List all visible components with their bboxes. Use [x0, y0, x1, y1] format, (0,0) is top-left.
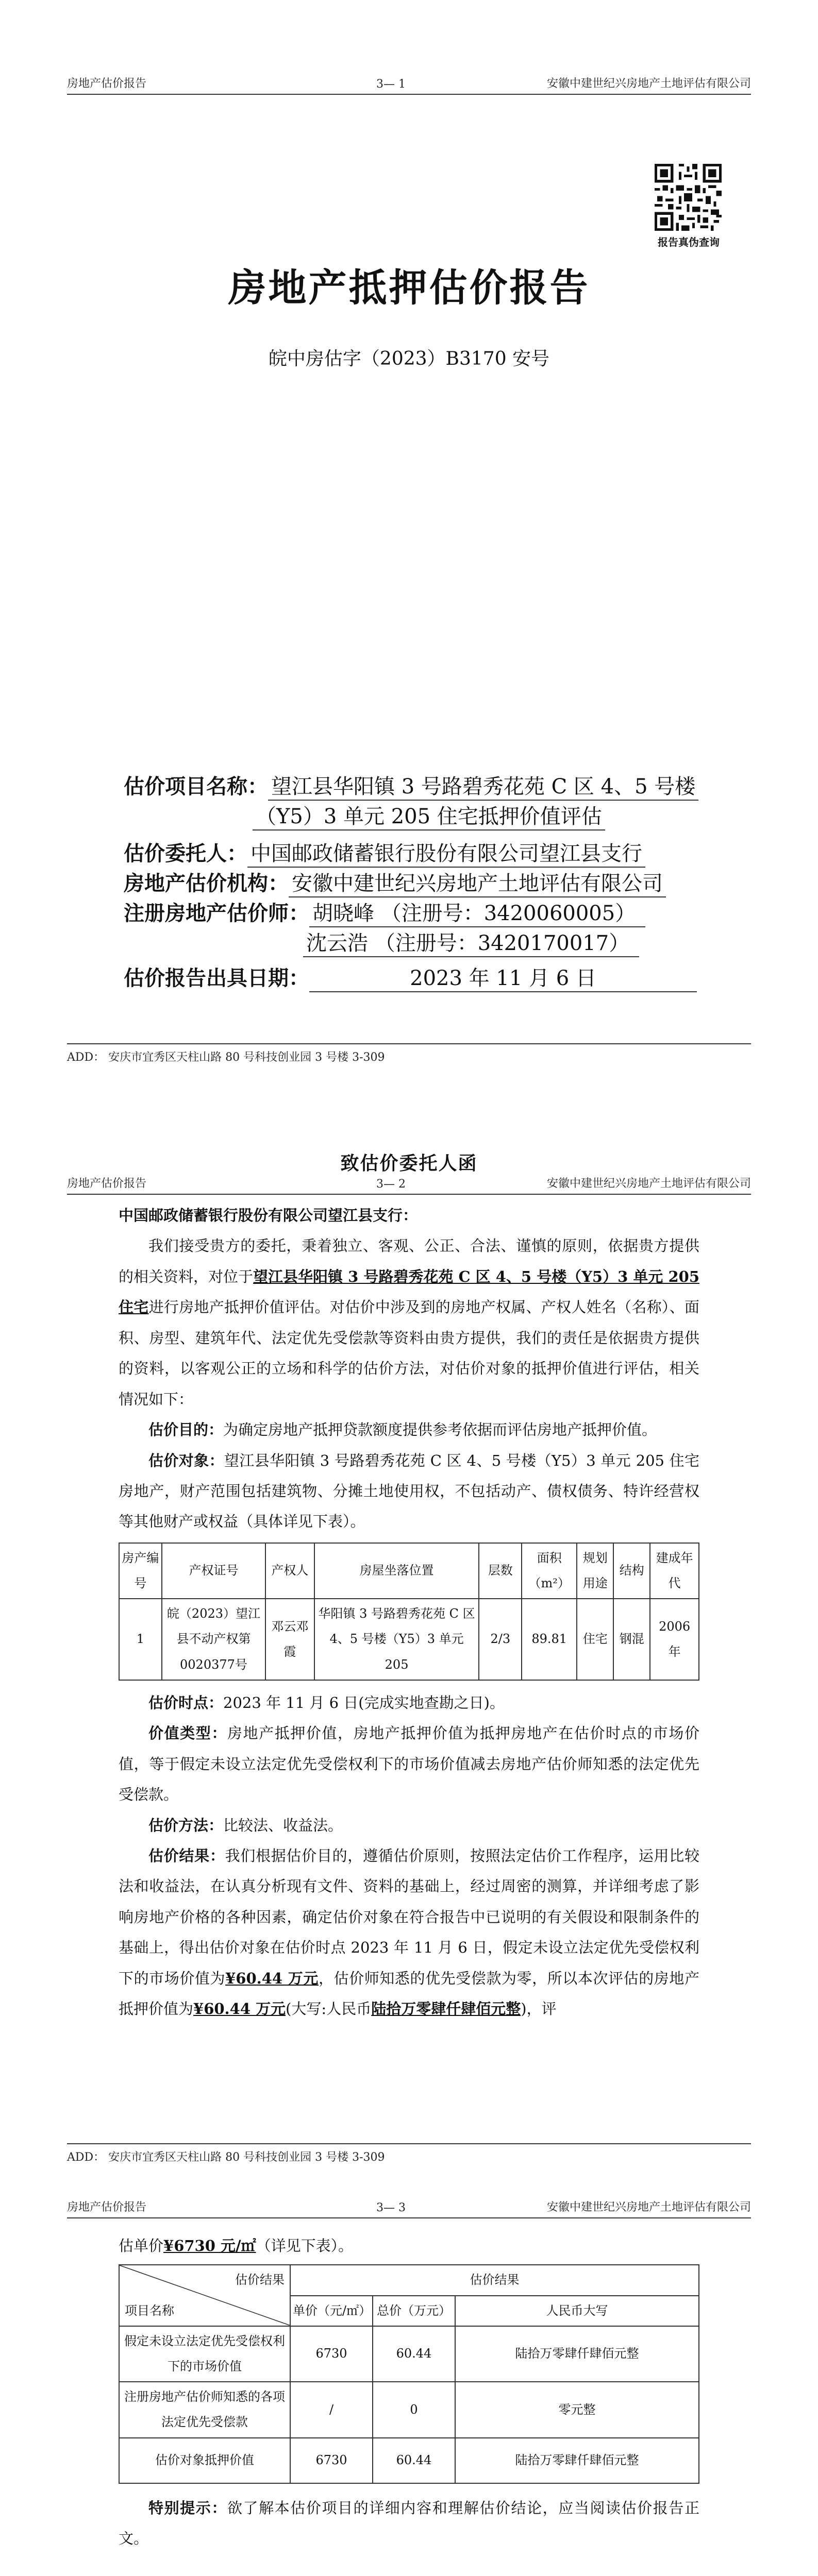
- client-label: 估价委托人：: [124, 841, 247, 866]
- cover-info: [124, 770, 705, 997]
- table-cell: /: [290, 2382, 373, 2437]
- group-header: 估价结果: [290, 2265, 699, 2295]
- header-page-number: 3— 3: [376, 2201, 406, 2214]
- appraiser-2: 沈云浩 （注册号：3420170017）: [303, 927, 639, 957]
- addressee: 中国邮政储蓄银行股份有限公司望江县支行：: [119, 1207, 418, 1224]
- header-left: 房地产估价报告: [67, 77, 147, 90]
- table-cell: 6730: [290, 2326, 373, 2382]
- letter-title: 致估价委托人函: [340, 1153, 478, 1174]
- table-cell: 6730: [290, 2438, 373, 2483]
- table-cell: 估价对象抵押价值: [119, 2438, 290, 2483]
- note-paragraph: 特别提示：欲了解本估价项目的详细内容和理解估价结论，应当阅读估价报告正文。: [119, 2499, 699, 2547]
- header-page-number: 3— 1: [376, 78, 406, 91]
- unit-price: ¥6730 元/㎡: [163, 2237, 256, 2255]
- table-cell: 住宅: [577, 1599, 613, 1680]
- diag-top-label: 估价结果: [235, 2273, 285, 2287]
- footer-address: ADD： 安庆市宜秀区天柱山路 80 号科技创业园 3 号楼 3-309: [67, 1051, 385, 1064]
- col-header: 房产编号: [119, 1543, 162, 1599]
- table-cell: 华阳镇 3 号路碧秀花苑 C 区 4、5 号楼（Y5）3 单元 205: [314, 1599, 479, 1680]
- col-header: 总价（万元）: [373, 2296, 455, 2326]
- page-results: [0, 2200, 818, 2576]
- object-paragraph: 估价对象：望江县华阳镇 3 号路碧秀花苑 C 区 4、5 号楼（Y5）3 单元 205 住宅房地产，财产范围包括建筑物、分摊土地使用权，不包括动产、债权债务、特许经营权等其他财产或权益（具体详见下表）。: [119, 1451, 699, 1531]
- col-header: 产权证号: [162, 1543, 265, 1599]
- page-cover: [0, 0, 818, 1100]
- method-paragraph: 估价方法：比较法、收益法。: [148, 1816, 343, 1834]
- table-cell: 2/3: [479, 1599, 522, 1680]
- page-footer: [67, 2143, 751, 2169]
- col-header: 层数: [479, 1543, 522, 1599]
- col-header: 面积（m²）: [522, 1543, 577, 1599]
- agency-label: 房地产估价机构：: [124, 871, 289, 895]
- header-company: 安徽中建世纪兴房地产土地评估有限公司: [546, 2201, 751, 2214]
- table-cell: 1: [119, 1599, 162, 1680]
- project-label: 估价项目名称：: [124, 774, 268, 799]
- table-row: [119, 2326, 699, 2382]
- table-cell: 零元整: [455, 2382, 699, 2437]
- qr-code-icon[interactable]: [655, 164, 722, 231]
- project-line-1: 望江县华阳镇 3 号路碧秀花苑 C 区 4、5 号楼: [268, 770, 698, 801]
- object-address: 望江县华阳镇 3 号路碧秀花苑 C 区 4、5 号楼（Y5）3 单元 205 住宅: [119, 1267, 699, 1316]
- table-cell: 钢混: [613, 1599, 650, 1680]
- market-value: ¥60.44 万元: [225, 1969, 319, 1987]
- table-cell: 0: [373, 2382, 455, 2437]
- page-header: [67, 2200, 751, 2218]
- table-cell: 陆拾万零肆仟肆佰元整: [455, 2438, 699, 2483]
- header-company: 安徽中建世纪兴房地产土地评估有限公司: [546, 1177, 751, 1190]
- page-header: [67, 1176, 751, 1195]
- mortgage-value: ¥60.44 万元: [193, 2000, 286, 2018]
- diag-bottom-label: 项目名称: [125, 2303, 174, 2318]
- appraiser-1: 胡晓峰 （注册号：3420060005）: [309, 897, 645, 927]
- value-in-words: 陆拾万零肆仟肆佰元整: [371, 2000, 521, 2018]
- qr-caption: 报告真伪查询: [658, 236, 720, 248]
- page-header: [67, 76, 751, 95]
- col-header: 房屋坐落位置: [314, 1543, 479, 1599]
- header-page-number: 3— 2: [376, 1178, 406, 1191]
- table-row: [119, 2438, 699, 2483]
- table-cell: 假定未设立法定优先受偿权利下的市场价值: [119, 2326, 290, 2382]
- intro-paragraph: 我们接受贵方的委托，秉着独立、客观、公正、合法、谨慎的原则，依据贵方提供的相关资料，对位于望江县华阳镇 3 号路碧秀花苑 C 区 4、5 号楼（Y5）3 单元 205 住宅进行房地产抵押价值评估。对估价中涉及到的房地产权属、产权人姓名（名称）、面积、房型、建筑年代、法定优先受偿款等资料由贵方提供，我们的责任是依据贵方提供的资料，以客观公正的立场和科学的估价方法，对估价对象的抵押价值进行评估，相关情况如下：: [119, 1237, 699, 1408]
- page-footer: [67, 1043, 751, 1069]
- diagonal-line: [120, 2265, 290, 2325]
- header-company: 安徽中建世纪兴房地产土地评估有限公司: [546, 77, 751, 90]
- table-cell: 89.81: [522, 1599, 577, 1680]
- table-cell: 注册房地产估价师知悉的各项法定优先受偿款: [119, 2382, 290, 2437]
- results-body: [119, 2231, 699, 2554]
- purpose-paragraph: 估价目的：为确定房地产抵押贷款额度提供参考依据而评估房地产抵押价值。: [148, 1421, 657, 1439]
- date-label: 估价报告出具日期：: [124, 966, 309, 990]
- project-line-2: （Y5）3 单元 205 住宅抵押价值评估: [253, 800, 605, 831]
- report-title: 房地产抵押估价报告: [228, 266, 590, 310]
- header-left: 房地产估价报告: [67, 2201, 147, 2214]
- table-cell: 2006 年: [650, 1599, 699, 1680]
- table-cell: 60.44: [373, 2438, 455, 2483]
- col-header: 人民币大写: [455, 2296, 699, 2326]
- table-row: [119, 2382, 699, 2437]
- type-paragraph: 价值类型：房地产抵押价值，房地产抵押价值为抵押房地产在估价时点的市场价值，等于假定未设立法定优先受偿权利下的市场价值减去房地产估价师知悉的法定优先受偿款。: [119, 1724, 699, 1804]
- col-header: 产权人: [265, 1543, 314, 1599]
- table-cell: 60.44: [373, 2326, 455, 2382]
- footer-address: ADD： 安庆市宜秀区天柱山路 80 号科技创业园 3 号楼 3-309: [67, 2151, 385, 2164]
- client-value: 中国邮政储蓄银行股份有限公司望江县支行: [247, 837, 645, 868]
- letter-body: [119, 1200, 699, 2025]
- report-number: 皖中房估字（2023）B3170 安号: [268, 348, 550, 369]
- page-letter: [0, 1100, 818, 2200]
- table-cell: 皖（2023）望江县不动产权第0020377号: [162, 1599, 265, 1680]
- col-header: 规划用途: [577, 1543, 613, 1599]
- agency-value: 安徽中建世纪兴房地产土地评估有限公司: [289, 867, 666, 897]
- appraiser-label: 注册房地产估价师：: [124, 901, 309, 925]
- time-paragraph: 估价时点：2023 年 11 月 6 日(完成实地查勘之日)。: [148, 1693, 505, 1711]
- result-paragraph: 估价结果：我们根据估价目的，遵循估价原则，按照法定估价工作程序，运用比较法和收益法，在认真分析现有文件、资料的基础上，经过周密的测算，并详细考虑了影响房地产价格的各种因素，确定估价对象在符合报告中已说明的有关假设和限制条件的基础上，得出估价对象在估价时点 2023 年 11 月 6 日，假定未设立法定优先受偿权利下的市场价值为¥60.44 万元，估价师知悉的优先受偿款为零，所以本次评估的房地产抵押价值为¥60.44 万元(大写:人民币陆拾万零肆仟肆佰元整)，评: [119, 1846, 699, 2018]
- table-cell: 邓云邓霞: [265, 1599, 314, 1680]
- table-row: [119, 1599, 699, 1680]
- col-header: 建成年代: [650, 1543, 699, 1599]
- table-cell: 陆拾万零肆仟肆佰元整: [455, 2326, 699, 2382]
- diagonal-header: [119, 2265, 290, 2326]
- date-value: 2023 年 11 月 6 日: [309, 962, 697, 992]
- header-left: 房地产估价报告: [67, 1177, 147, 1190]
- col-header: 单价（元/㎡）: [290, 2296, 373, 2326]
- unit-price-line: 估单价¥6730 元/㎡（详见下表）。: [119, 2237, 354, 2255]
- col-header: 结构: [613, 1543, 650, 1599]
- result-table: [119, 2264, 699, 2483]
- property-table: [119, 1543, 699, 1681]
